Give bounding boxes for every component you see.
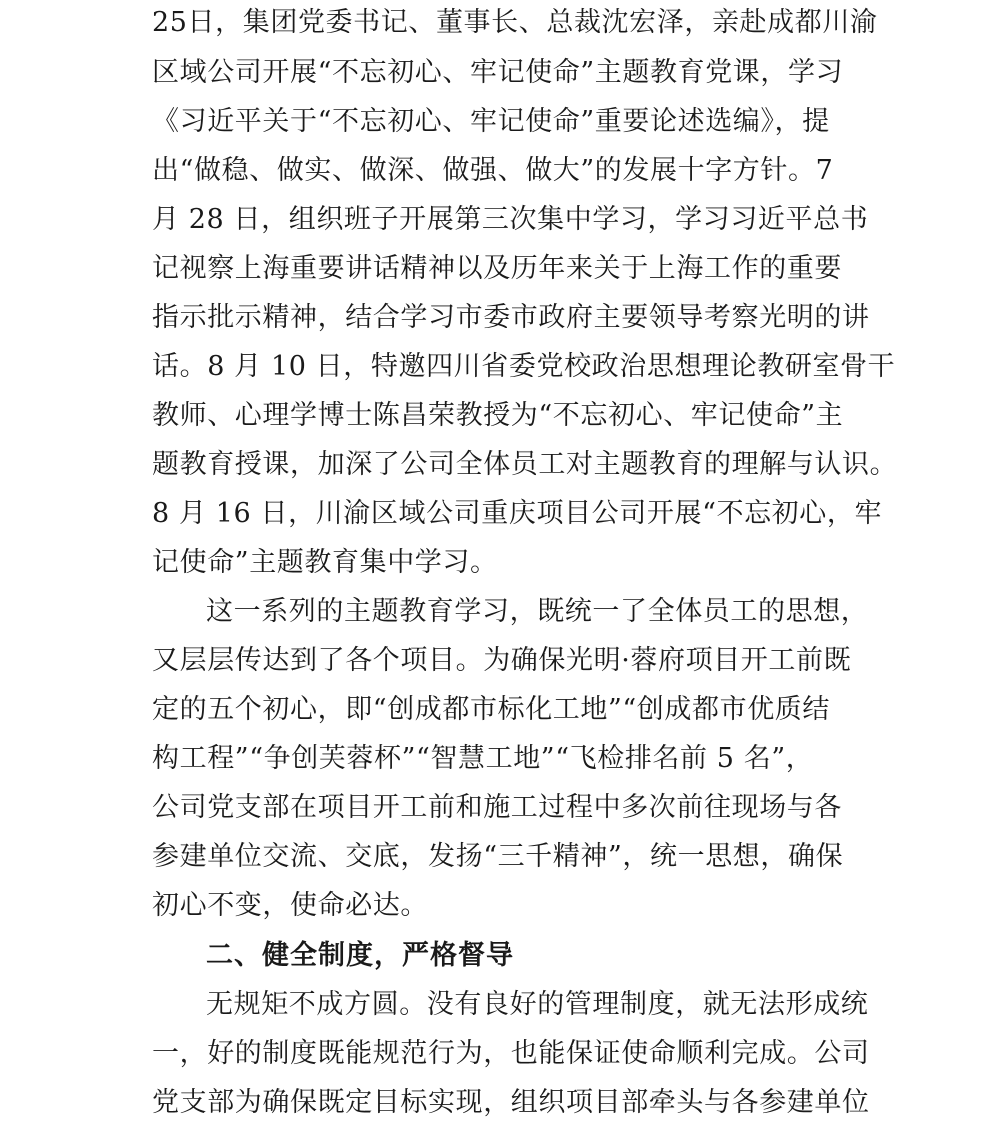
text-line-12: 记使命”主题教育集中学习。 [152, 547, 498, 578]
paragraph-2-line-5: 公司党支部在项目开工前和施工过程中多次前往现场与各 [152, 792, 842, 823]
paragraph-3-line-2: 一，好的制度既能规范行为，也能保证使命顺利完成。公司 [152, 1038, 870, 1069]
text-line-3: 《习近平关于“不忘初心、牢记使命”重要论述选编》，提 [152, 106, 830, 137]
paragraph-2-line-6: 参建单位交流、交底，发扬“三千精神”，统一思想，确保 [152, 841, 844, 872]
text-line-7: 指示批示精神，结合学习市委市政府主要领导考察光明的讲 [152, 302, 870, 333]
paragraph-2-line-4: 构工程”“争创芙蓉杯”“智慧工地”“飞检排名前 5 名”， [152, 743, 814, 774]
text-line-9: 教师、心理学博士陈昌荣教授为“不忘初心、牢记使命”主 [152, 400, 844, 431]
paragraph-2-line-1: 这一系列的主题教育学习，既统一了全体员工的思想， [206, 596, 869, 627]
text-line-11: 8 月 16 日，川渝区域公司重庆项目公司开展“不忘初心，牢 [152, 498, 883, 529]
text-line-8: 话。8 月 10 日，特邀四川省委党校政治思想理论教研室骨干 [152, 351, 896, 382]
paragraph-3-line-1: 无规矩不成方圆。没有良好的管理制度，就无法形成统 [206, 989, 869, 1020]
paragraph-2-line-2: 又层层传达到了各个项目。为确保光明·蓉府项目开工前既 [152, 645, 852, 676]
text-line-10: 题教育授课，加深了公司全体员工对主题教育的理解与认识。 [152, 449, 898, 480]
paragraph-3-line-3: 党支部为确保既定目标实现，组织项目部牵头与各参建单位 [152, 1087, 870, 1118]
text-line-4: 出“做稳、做实、做深、做强、做大”的发展十字方针。7 [152, 155, 834, 186]
section-heading: 二、健全制度，严格督导 [206, 940, 514, 971]
paragraph-2-line-7: 初心不变，使命必达。 [152, 890, 428, 921]
paragraph-2-line-3: 定的五个初心，即“创成都市标化工地”“创成都市优质结 [152, 694, 831, 725]
text-line-1: 25日，集团党委书记、董事长、总裁沈宏泽，亲赴成都川渝 [152, 7, 878, 38]
text-line-6: 记视察上海重要讲话精神以及历年来关于上海工作的重要 [152, 253, 842, 284]
text-line-5: 月 28 日，组织班子开展第三次集中学习，学习习近平总书 [152, 204, 869, 235]
text-line-2: 区域公司开展“不忘初心、牢记使命”主题教育党课，学习 [152, 57, 844, 88]
